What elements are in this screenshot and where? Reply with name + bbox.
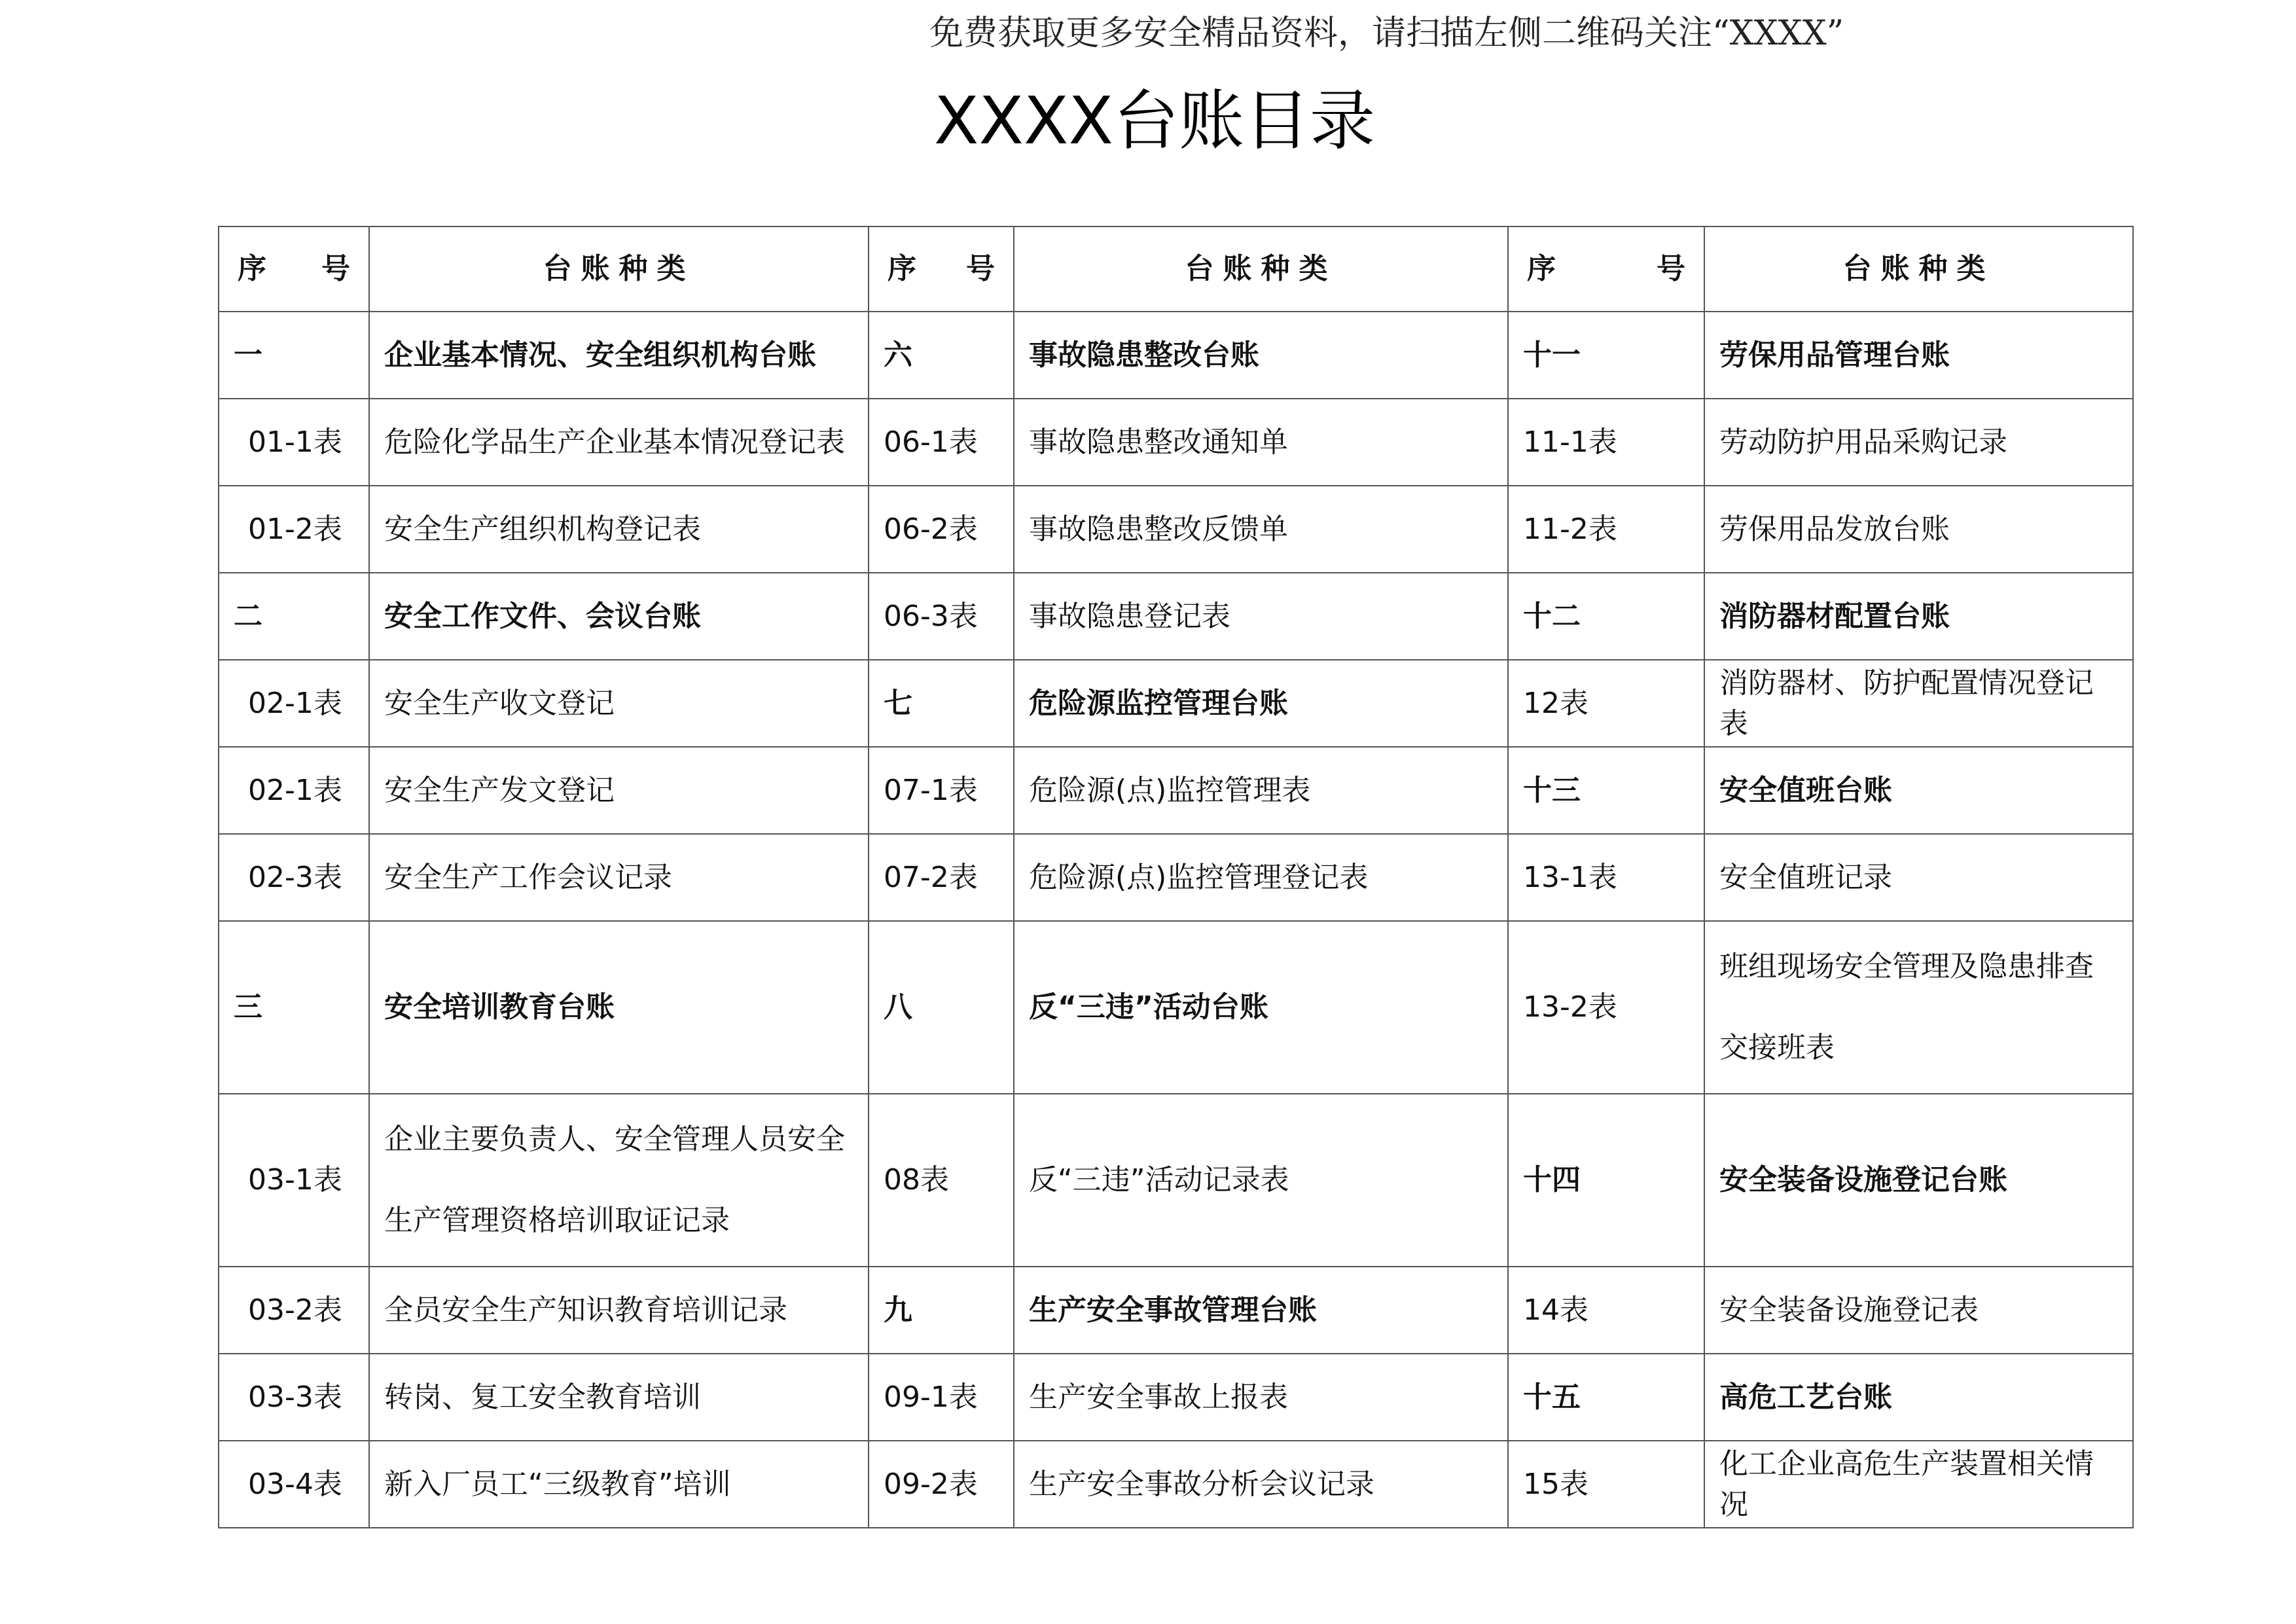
seq-cell: 十一 — [1508, 312, 1704, 399]
ledger-type-cell: 安全值班记录 — [1704, 834, 2133, 921]
ledger-type-cell: 安全生产收文登记 — [369, 660, 869, 747]
seq-cell: 十二 — [1508, 573, 1704, 660]
ledger-type-cell: 事故隐患登记表 — [1014, 573, 1508, 660]
seq-cell: 一 — [219, 312, 369, 399]
seq-cell: 九 — [869, 1267, 1014, 1354]
seq-cell: 三 — [219, 921, 369, 1094]
seq-cell: 14表 — [1508, 1267, 1704, 1354]
ledger-type-cell: 安全装备设施登记表 — [1704, 1267, 2133, 1354]
ledger-type-cell: 反“三违”活动记录表 — [1014, 1094, 1508, 1267]
ledger-type-cell: 消防器材配置台账 — [1704, 573, 2133, 660]
seq-cell: 12表 — [1508, 660, 1704, 747]
table-row — [219, 921, 2133, 1094]
ledger-type-cell: 危险源监控管理台账 — [1014, 660, 1508, 747]
seq-cell: 08表 — [869, 1094, 1014, 1267]
seq-cell: 03-2表 — [219, 1267, 369, 1354]
ledger-type-cell: 生产安全事故上报表 — [1014, 1354, 1508, 1441]
seq-cell: 八 — [869, 921, 1014, 1094]
seq-cell: 02-1表 — [219, 747, 369, 834]
seq-cell: 15表 — [1508, 1441, 1704, 1528]
seq-cell: 03-4表 — [219, 1441, 369, 1528]
table-row — [219, 1094, 2133, 1267]
seq-cell: 11-1表 — [1508, 399, 1704, 486]
table-row — [219, 312, 2133, 399]
ledger-type-cell: 班组现场安全管理及隐患排查交接班表 — [1704, 921, 2133, 1094]
ledger-type-cell: 安全生产工作会议记录 — [369, 834, 869, 921]
ledger-type-cell: 新入厂员工“三级教育”培训 — [369, 1441, 869, 1528]
seq-cell: 十五 — [1508, 1354, 1704, 1441]
table-row — [219, 1441, 2133, 1528]
ledger-type-cell: 安全值班台账 — [1704, 747, 2133, 834]
promo-notice: 免费获取更多安全精品资料，请扫描左侧二维码关注“XXXX” — [929, 14, 1844, 53]
header-seq-3: 序 号 — [1508, 226, 1704, 312]
seq-cell: 09-1表 — [869, 1354, 1014, 1441]
seq-cell: 十四 — [1508, 1094, 1704, 1267]
ledger-type-cell: 反“三违”活动台账 — [1014, 921, 1508, 1094]
ledger-type-cell: 安全培训教育台账 — [369, 921, 869, 1094]
seq-cell: 02-3表 — [219, 834, 369, 921]
ledger-type-cell: 生产安全事故分析会议记录 — [1014, 1441, 1508, 1528]
seq-cell: 07-1表 — [869, 747, 1014, 834]
table-row — [219, 660, 2133, 747]
table-row — [219, 1354, 2133, 1441]
ledger-type-cell: 安全生产组织机构登记表 — [369, 486, 869, 573]
ledger-type-cell: 安全工作文件、会议台账 — [369, 573, 869, 660]
ledger-type-cell: 事故隐患整改反馈单 — [1014, 486, 1508, 573]
ledger-type-cell: 劳动防护用品采购记录 — [1704, 399, 2133, 486]
seq-cell: 11-2表 — [1508, 486, 1704, 573]
seq-cell: 06-1表 — [869, 399, 1014, 486]
table-row — [219, 747, 2133, 834]
ledger-type-cell: 企业主要负责人、安全管理人员安全生产管理资格培训取证记录 — [369, 1094, 869, 1267]
table-header-row — [219, 226, 2133, 312]
seq-cell: 03-1表 — [219, 1094, 369, 1267]
ledger-type-cell: 劳保用品管理台账 — [1704, 312, 2133, 399]
ledger-type-cell: 事故隐患整改通知单 — [1014, 399, 1508, 486]
ledger-type-cell: 消防器材、防护配置情况登记表 — [1704, 660, 2133, 747]
table-row — [219, 486, 2133, 573]
ledger-type-cell: 企业基本情况、安全组织机构台账 — [369, 312, 869, 399]
seq-cell: 01-2表 — [219, 486, 369, 573]
seq-cell: 二 — [219, 573, 369, 660]
seq-cell: 09-2表 — [869, 1441, 1014, 1528]
header-seq-2: 序 号 — [869, 226, 1014, 312]
ledger-type-cell: 安全生产发文登记 — [369, 747, 869, 834]
seq-cell: 07-2表 — [869, 834, 1014, 921]
header-type-3: 台账种类 — [1704, 226, 2133, 312]
ledger-type-cell: 化工企业高危生产装置相关情况 — [1704, 1441, 2133, 1528]
ledger-type-cell: 危险源(点)监控管理表 — [1014, 747, 1508, 834]
seq-cell: 06-3表 — [869, 573, 1014, 660]
ledger-type-cell: 安全装备设施登记台账 — [1704, 1094, 2133, 1267]
seq-cell: 13-1表 — [1508, 834, 1704, 921]
ledger-type-cell: 危险源(点)监控管理登记表 — [1014, 834, 1508, 921]
seq-cell: 06-2表 — [869, 486, 1014, 573]
seq-cell: 七 — [869, 660, 1014, 747]
header-seq-1: 序 号 — [219, 226, 369, 312]
table-row — [219, 834, 2133, 921]
ledger-type-cell: 转岗、复工安全教育培训 — [369, 1354, 869, 1441]
page-title: XXXX台账目录 — [933, 82, 1376, 159]
ledger-type-cell: 危险化学品生产企业基本情况登记表 — [369, 399, 869, 486]
seq-cell: 03-3表 — [219, 1354, 369, 1441]
seq-cell: 02-1表 — [219, 660, 369, 747]
table-row — [219, 399, 2133, 486]
header-type-2: 台账种类 — [1014, 226, 1508, 312]
seq-cell: 01-1表 — [219, 399, 369, 486]
ledger-type-cell: 高危工艺台账 — [1704, 1354, 2133, 1441]
seq-cell: 十三 — [1508, 747, 1704, 834]
ledger-catalog-table — [218, 226, 2134, 1528]
seq-cell: 六 — [869, 312, 1014, 399]
seq-cell: 13-2表 — [1508, 921, 1704, 1094]
header-type-1: 台账种类 — [369, 226, 869, 312]
ledger-type-cell: 全员安全生产知识教育培训记录 — [369, 1267, 869, 1354]
ledger-type-cell: 生产安全事故管理台账 — [1014, 1267, 1508, 1354]
table-row — [219, 573, 2133, 660]
ledger-type-cell: 事故隐患整改台账 — [1014, 312, 1508, 399]
ledger-type-cell: 劳保用品发放台账 — [1704, 486, 2133, 573]
table-row — [219, 1267, 2133, 1354]
